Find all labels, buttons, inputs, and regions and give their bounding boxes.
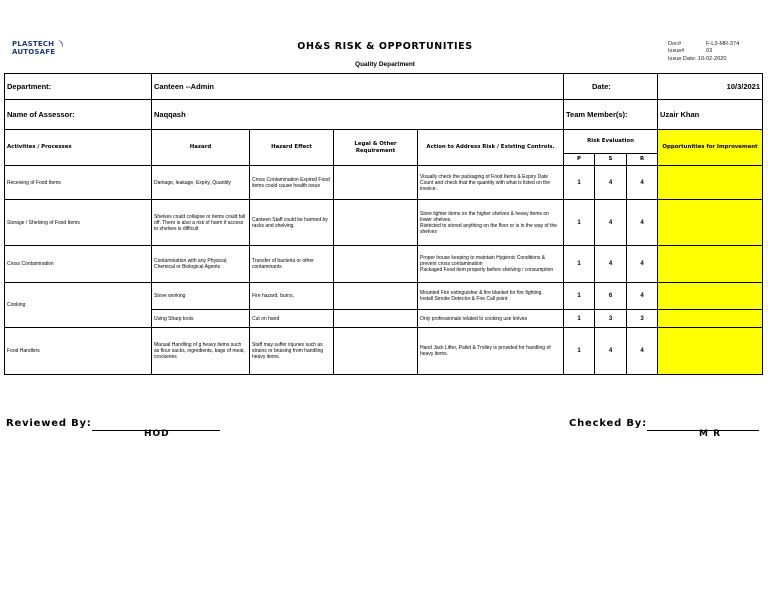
cell-p: 1	[564, 310, 595, 328]
issue-date-value: 10-02-2020	[697, 55, 727, 62]
cell-legal	[334, 283, 418, 310]
cell-p: 1	[564, 283, 595, 310]
cell-opportunity	[658, 200, 763, 246]
cell-activity: Receiving of Food Items	[5, 166, 152, 200]
cell-effect: Canteen Staff could be harmed by racks and shelving.	[250, 200, 334, 246]
cell-hazard: Damage, leakage, Expiry, Quantity	[152, 166, 250, 200]
department-row	[5, 74, 763, 100]
issue-value: 03	[706, 48, 713, 55]
table-row	[5, 246, 763, 283]
cell-r: 4	[627, 166, 658, 200]
table-row	[5, 283, 763, 310]
cell-effect: Cross Contamination Expired Food items could cause health issue	[250, 166, 334, 200]
cell-p: 1	[564, 328, 595, 375]
cell-legal	[334, 310, 418, 328]
checked-role: M R	[699, 429, 722, 439]
cell-legal	[334, 246, 418, 283]
col-legal: Legal & Other Requirement	[334, 130, 418, 166]
reviewed-label: Reviewed By:	[6, 418, 92, 429]
cell-s: 4	[595, 328, 627, 375]
cell-s: 4	[595, 166, 627, 200]
cell-s: 3	[595, 310, 627, 328]
department-label: Department:	[5, 74, 152, 100]
cell-action: Store lighter items on the higher shelves & heavy items on lower shelves. Ristricted to stored anything on the floor or is in the way of the shelves	[418, 200, 564, 246]
column-header-row	[5, 130, 763, 154]
table-row	[5, 328, 763, 375]
cell-action: Hand Jack Lifter, Pallet & Trolley is provided for handling of heavy items.	[418, 328, 564, 375]
doc-label: Doc#	[668, 41, 682, 47]
cell-opportunity	[658, 283, 763, 310]
cell-s: 6	[595, 283, 627, 310]
cell-activity: Food Handlers	[5, 328, 152, 375]
checked-by	[569, 413, 759, 431]
issue-label: Issue#	[668, 48, 685, 55]
document-info	[668, 41, 739, 63]
cell-effect: Fire hazard, burns,	[250, 283, 334, 310]
cell-r: 3	[627, 310, 658, 328]
cell-p: 1	[564, 166, 595, 200]
col-hazard-effect: Hazard Effect	[250, 130, 334, 166]
doc-value: F-L3-MR-374	[706, 41, 740, 47]
cell-action: Mounted Fire extinguisher & fire blanket for fire fighting. Install Smoke Detector & Fire Call point	[418, 283, 564, 310]
cell-opportunity	[658, 310, 763, 328]
cell-p: 1	[564, 200, 595, 246]
cell-p: 1	[564, 246, 595, 283]
cell-legal	[334, 328, 418, 375]
cell-effect: Cut on hand	[250, 310, 334, 328]
department-value: Canteen --Admin	[152, 74, 564, 100]
assessor-row	[5, 100, 763, 130]
cell-hazard: Manual Handling of g heavy items such as flour sacks, ingredients, bags of meat, crockeries	[152, 328, 250, 375]
cell-effect: Staff may suffer injuries such as strains or bruising from handling heavy items.	[250, 328, 334, 375]
cell-r: 4	[627, 283, 658, 310]
cell-r: 4	[627, 328, 658, 375]
col-hazard: Hazard	[152, 130, 250, 166]
cell-r: 4	[627, 246, 658, 283]
col-risk-evaluation: Risk Evaluation	[564, 130, 658, 154]
team-value: Uzair Khan	[658, 100, 763, 130]
risk-table	[4, 73, 763, 375]
cell-opportunity	[658, 246, 763, 283]
table-row	[5, 200, 763, 246]
assessor-label: Name of Assessor:	[5, 100, 152, 130]
cell-action: Only professionals related to cooking use knives	[418, 310, 564, 328]
col-s: S	[595, 154, 627, 166]
logo-swoosh-icon	[56, 39, 66, 49]
cell-legal	[334, 166, 418, 200]
col-action: Action to Address Risk / Existing Controls.	[418, 130, 564, 166]
company-logo	[12, 40, 72, 62]
cell-action: Proper house keeping to maintain Hygienic Conditions & prevent cross contamination Packaged Food item properly before shelving / consumption	[418, 246, 564, 283]
team-label: Team Member(s):	[564, 100, 658, 130]
reviewed-role: HOD	[144, 429, 170, 439]
reviewed-by	[6, 413, 220, 431]
cell-r: 4	[627, 200, 658, 246]
cell-hazard: Stove working	[152, 283, 250, 310]
cell-effect: Transfer of bacteria or other contaminants	[250, 246, 334, 283]
cell-hazard: Contamination with any Physical, Chemical or Biological Agents	[152, 246, 250, 283]
cell-hazard: Shelves could collapse or items could fall off. There is also a risk of harm if access to shelves is difficult	[152, 200, 250, 246]
col-opportunities: Opportunities for Improvement	[658, 130, 763, 166]
date-label: Date:	[564, 74, 658, 100]
date-value: 10/3/2021	[658, 74, 763, 100]
logo-line-2: AUTOSAFE	[12, 48, 56, 56]
col-p: P	[564, 154, 595, 166]
cell-opportunity	[658, 166, 763, 200]
cell-activity: Cooking	[5, 283, 152, 328]
page-subtitle: Quality Department	[355, 61, 415, 68]
assessor-value: Naqqash	[152, 100, 564, 130]
cell-opportunity	[658, 328, 763, 375]
cell-hazard: Using Sharp tools	[152, 310, 250, 328]
page-title: OH&S RISK & OPPORTUNITIES	[297, 41, 473, 52]
cell-activity: Cross Contamination	[5, 246, 152, 283]
col-r: R	[627, 154, 658, 166]
table-row	[5, 166, 763, 200]
cell-s: 4	[595, 200, 627, 246]
cell-activity: Storage / Shelving of Food Items	[5, 200, 152, 246]
checked-label: Checked By:	[569, 418, 647, 429]
issue-date-label: Issue Date:	[668, 55, 697, 62]
cell-s: 4	[595, 246, 627, 283]
col-activities: Activities / Processes	[5, 130, 152, 166]
logo-line-1: PLASTECH	[12, 40, 55, 48]
cell-action: Visually check the packaging of Food Items & Expiry Date Count and check that the quantity with what is listed on the invoice.	[418, 166, 564, 200]
cell-legal	[334, 200, 418, 246]
